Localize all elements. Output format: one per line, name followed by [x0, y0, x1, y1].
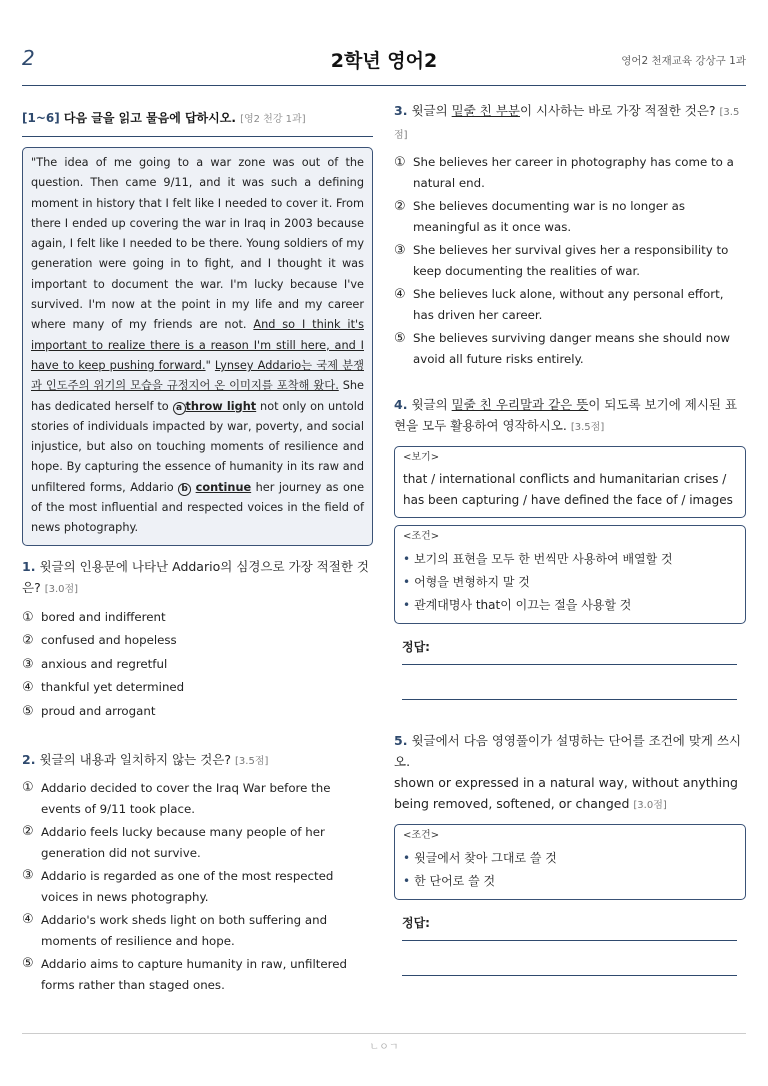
question-4-number: 4.	[394, 397, 408, 412]
option-3-3[interactable]: ③ She believes her survival gives her a responsibility to keep documenting the realities of war.	[394, 243, 729, 278]
term-b: continue	[195, 480, 252, 494]
passage-underlined-sentence: And so I think it's important to realize there is a reason I'm still here, and I have to keep pushing forward.	[31, 318, 364, 372]
left-column	[22, 100, 373, 995]
answer-label-4: 정답:	[402, 640, 430, 654]
condition-box-4	[394, 525, 746, 624]
question-2	[22, 749, 373, 995]
option-3-2[interactable]: ② She believes documenting war is no longer as meaningful as it once was.	[394, 199, 685, 234]
question-4-text-underlined: 밑줄 친 우리말과 같은 뜻	[451, 397, 589, 412]
question-2-title	[22, 749, 373, 772]
option-1-5[interactable]: ⑤ proud and arrogant	[22, 703, 156, 719]
question-5-text: 윗글에서 다음 영영풀이가 설명하는 단어를 조건에 맞게 쓰시오.	[394, 733, 742, 769]
question-3-text-b: 이 시사하는 바로 가장 적절한 것은?	[519, 103, 716, 118]
answer-line-4a[interactable]	[402, 664, 737, 665]
option-1-3[interactable]: ③ anxious and regretful	[22, 656, 168, 672]
condition-5-1: • 윗글에서 찾아 그대로 쓸 것	[403, 851, 557, 865]
question-3-number: 3.	[394, 103, 408, 118]
question-1-options	[22, 606, 373, 724]
answer-line-4b[interactable]	[402, 699, 737, 700]
page-header	[22, 0, 746, 86]
answer-line-5a[interactable]	[402, 940, 737, 941]
question-5-points: [3.0점]	[633, 800, 667, 811]
question-5-title	[394, 730, 746, 772]
question-1-title	[22, 556, 373, 600]
passage-quote: "The idea of me going to a war zone was out of the question. Then came 9/11, and it was such a defining moment in history that I felt like I needed to cover it. From there I ended up covering the war in Iraq in 2003 because again, I felt like I needed to be there. Young soldiers of my generation were going in to fight, and I thought it was important to document the war. I'm lucky because I've survived. I'm now at the point in my life and my career where many of my friends are not.	[31, 156, 364, 332]
question-4-points: [3.5점]	[570, 422, 605, 433]
question-1-number: 1.	[22, 558, 36, 574]
option-2-2[interactable]: ② Addario feels lucky because many people of her generation did not survive.	[22, 824, 325, 860]
condition-5-2: • 한 단어로 쓸 것	[403, 874, 496, 888]
question-4	[394, 394, 746, 700]
question-3-points: [3.5점]	[394, 107, 740, 141]
example-box	[394, 446, 746, 518]
section-range: [1~6]	[22, 111, 60, 125]
question-2-number: 2.	[22, 752, 36, 768]
marker-a: a	[173, 402, 186, 415]
footer-mark: ㄴㅇㄱ	[369, 1042, 399, 1053]
condition-box-5	[394, 824, 746, 900]
answer-line-5b[interactable]	[402, 975, 737, 976]
question-5-definition: shown or expressed in a natural way, without anything being removed, softened, or changed	[394, 775, 738, 811]
question-3	[394, 100, 746, 370]
question-2-options	[22, 778, 373, 995]
option-1-4[interactable]: ④ thankful yet determined	[22, 680, 185, 696]
passage-text-b: not only on untold stories of individuals impacted by war, poverty, and social injustice, but also on touching moments of resilience and hope. By capturing the essence of humanity in its raw and unfiltered forms, Addario	[31, 399, 364, 494]
marker-b: b	[178, 483, 191, 496]
question-3-text-underlined: 밑줄 친 부분	[451, 103, 520, 118]
footer-divider	[22, 1033, 746, 1034]
question-5-definition-block	[394, 772, 746, 816]
page-subtitle: 영어2 천재교육 강상구 1과	[621, 55, 746, 67]
option-3-1[interactable]: ① She believes her career in photography has come to a natural end.	[394, 155, 734, 190]
question-1-text: 윗글의 인용문에 나타난 Addario의 심경으로 가장 적절한 것은?	[22, 558, 369, 595]
passage-text-a: She has dedicated herself to	[31, 379, 364, 413]
question-4-title	[394, 394, 746, 438]
condition-label-4: <조건>	[403, 531, 440, 542]
option-2-3[interactable]: ③ Addario is regarded as one of the most respected voices in news photography.	[22, 868, 334, 904]
question-1	[22, 556, 373, 724]
option-2-4[interactable]: ④ Addario's work sheds light on both suffering and moments of resilience and hope.	[22, 912, 328, 948]
question-5-number: 5.	[394, 733, 408, 748]
option-1-1[interactable]: ① bored and indifferent	[22, 609, 166, 625]
passage-quote-close: "	[205, 358, 211, 372]
question-1-points: [3.0점]	[44, 583, 79, 595]
question-4-text-a: 윗글의	[411, 397, 448, 412]
question-3-title	[394, 100, 746, 146]
section-instruction	[22, 100, 373, 137]
term-a: throw light	[185, 399, 257, 413]
section-instruction-text: 다음 글을 읽고 물음에 답하시오.	[63, 111, 236, 125]
question-2-text: 윗글의 내용과 일치하지 않는 것은?	[39, 752, 232, 768]
condition-4-1: • 보기의 표현을 모두 한 번씩만 사용하여 배열할 것	[403, 552, 673, 566]
option-3-5[interactable]: ⑤ She believes surviving danger means she should now avoid all future risks entirely.	[394, 331, 731, 366]
section-source: [영2 천강 1과]	[240, 114, 306, 125]
option-2-5[interactable]: ⑤ Addario aims to capture humanity in raw, unfiltered forms rather than staged ones.	[22, 956, 347, 992]
passage-text-c: her journey as one of the most influential and respected voices in the field of news photography.	[31, 480, 365, 535]
question-3-text-a: 윗글의	[411, 103, 448, 118]
page-title: 2학년 영어2	[330, 50, 438, 72]
right-column	[394, 100, 746, 976]
example-label: <보기>	[403, 452, 440, 463]
reading-passage	[22, 147, 373, 546]
question-5	[394, 730, 746, 976]
example-text: that / international conflicts and humanitarian crises / has been capturing / have defined the face of / images	[403, 472, 733, 507]
condition-4-2: • 어형을 변형하지 말 것	[403, 575, 530, 589]
page-number: 2	[22, 46, 35, 70]
option-1-2[interactable]: ② confused and hopeless	[22, 633, 177, 649]
question-2-points: [3.5점]	[235, 756, 269, 768]
answer-label-5: 정답:	[402, 916, 430, 930]
question-3-options	[394, 152, 746, 370]
passage-korean-underlined: Lynsey Addario는 국제 분쟁과 인도주의 위기의 모습을 규정지어 온 이미지를 포착해 왔다.	[31, 358, 364, 393]
option-3-4[interactable]: ④ She believes luck alone, without any personal effort, has driven her career.	[394, 287, 724, 322]
option-2-1[interactable]: ① Addario decided to cover the Iraq War before the events of 9/11 took place.	[22, 780, 331, 816]
question-4-text-b: 이 되도록 보기에 제시된 표현을 모두 활용하여 영작하시오.	[394, 397, 738, 433]
condition-label-5: <조건>	[403, 830, 440, 841]
condition-4-3: • 관계대명사 that이 이끄는 절을 사용할 것	[403, 598, 632, 612]
